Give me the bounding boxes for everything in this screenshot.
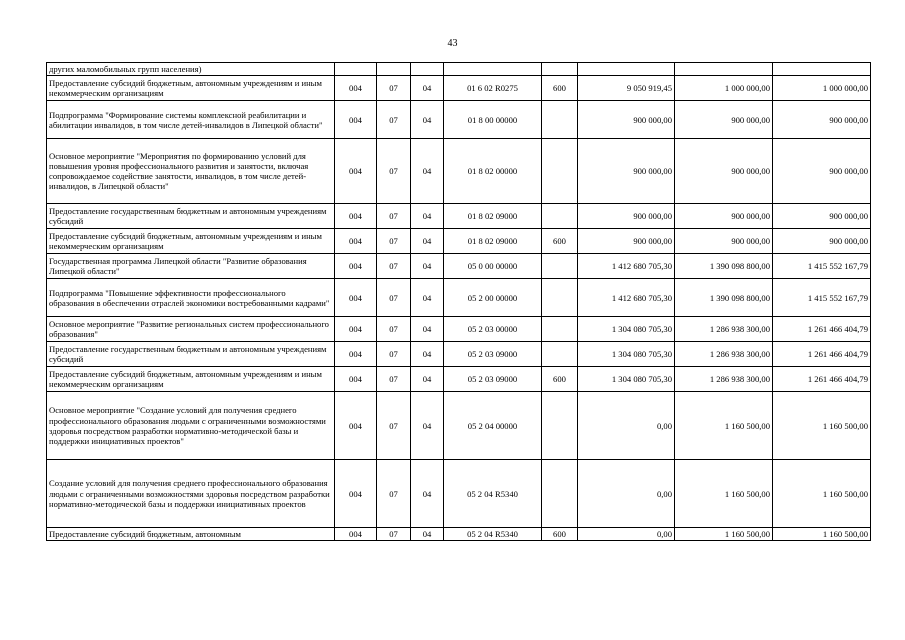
amount-year3-cell: 1 261 466 404,79 — [773, 342, 871, 367]
amount-year2-cell: 900 000,00 — [675, 139, 773, 204]
table-row — [47, 76, 871, 101]
expense-type-cell — [542, 139, 578, 204]
subsection-code-cell: 04 — [411, 460, 444, 528]
subsection-code-cell: 04 — [411, 76, 444, 101]
target-article-cell: 05 2 04 R5340 — [444, 460, 542, 528]
row-name-cell: Предоставление субсидий бюджетным, автономным учреждениям и иным некоммерческим организациям — [47, 367, 335, 392]
subsection-code-cell: 04 — [411, 317, 444, 342]
amount-year1-cell: 900 000,00 — [578, 139, 675, 204]
ministry-code-cell: 004 — [335, 229, 377, 254]
amount-year1-cell: 9 050 919,45 — [578, 76, 675, 101]
ministry-code-cell: 004 — [335, 528, 377, 541]
ministry-code-cell — [335, 63, 377, 76]
amount-year2-cell: 900 000,00 — [675, 101, 773, 139]
amount-year1-cell: 1 304 080 705,30 — [578, 367, 675, 392]
table-row — [47, 392, 871, 460]
subsection-code-cell: 04 — [411, 254, 444, 279]
page-number: 43 — [447, 38, 458, 49]
row-name-cell: Государственная программа Липецкой области "Развитие образования Липецкой области" — [47, 254, 335, 279]
table-row — [47, 317, 871, 342]
target-article-cell: 05 2 03 09000 — [444, 342, 542, 367]
amount-year2-cell — [675, 63, 773, 76]
expense-type-cell — [542, 279, 578, 317]
row-name-cell: других маломобильных групп населения) — [47, 63, 335, 76]
target-article-cell: 05 2 03 09000 — [444, 367, 542, 392]
budget-table — [46, 62, 871, 541]
ministry-code-cell: 004 — [335, 460, 377, 528]
section-code-cell: 07 — [377, 139, 411, 204]
amount-year2-cell: 1 160 500,00 — [675, 528, 773, 541]
amount-year3-cell: 1 160 500,00 — [773, 392, 871, 460]
subsection-code-cell: 04 — [411, 279, 444, 317]
section-code-cell: 07 — [377, 342, 411, 367]
expense-type-cell: 600 — [542, 229, 578, 254]
row-name-cell: Предоставление государственным бюджетным и автономным учреждениям субсидий — [47, 204, 335, 229]
section-code-cell: 07 — [377, 367, 411, 392]
row-name-cell: Предоставление государственным бюджетным и автономным учреждениям субсидий — [47, 342, 335, 367]
target-article-cell: 01 8 00 00000 — [444, 101, 542, 139]
amount-year3-cell: 1 000 000,00 — [773, 76, 871, 101]
amount-year3-cell: 900 000,00 — [773, 139, 871, 204]
amount-year1-cell: 0,00 — [578, 528, 675, 541]
subsection-code-cell: 04 — [411, 101, 444, 139]
expense-type-cell: 600 — [542, 76, 578, 101]
target-article-cell: 01 8 02 00000 — [444, 139, 542, 204]
section-code-cell: 07 — [377, 204, 411, 229]
table-row — [47, 367, 871, 392]
ministry-code-cell: 004 — [335, 342, 377, 367]
section-code-cell: 07 — [377, 392, 411, 460]
expense-type-cell — [542, 460, 578, 528]
amount-year2-cell: 1 286 938 300,00 — [675, 317, 773, 342]
subsection-code-cell: 04 — [411, 367, 444, 392]
expense-type-cell: 600 — [542, 528, 578, 541]
table-row — [47, 460, 871, 528]
section-code-cell: 07 — [377, 279, 411, 317]
table-row — [47, 101, 871, 139]
ministry-code-cell: 004 — [335, 367, 377, 392]
target-article-cell — [444, 63, 542, 76]
subsection-code-cell: 04 — [411, 342, 444, 367]
section-code-cell: 07 — [377, 460, 411, 528]
amount-year2-cell: 1 390 098 800,00 — [675, 279, 773, 317]
row-name-cell: Предоставление субсидий бюджетным, автономным учреждениям и иным некоммерческим организациям — [47, 229, 335, 254]
amount-year1-cell: 1 412 680 705,30 — [578, 279, 675, 317]
amount-year1-cell: 1 304 080 705,30 — [578, 317, 675, 342]
amount-year2-cell: 1 160 500,00 — [675, 392, 773, 460]
section-code-cell: 07 — [377, 254, 411, 279]
row-name-cell: Основное мероприятие "Создание условий для получения среднего профессионального образования людьми с ограниченными возможностями здоровья посредством разработки нормативно-методической базы и поддержки инициативных проектов" — [47, 392, 335, 460]
table-row — [47, 204, 871, 229]
amount-year1-cell: 1 304 080 705,30 — [578, 342, 675, 367]
amount-year2-cell: 1 390 098 800,00 — [675, 254, 773, 279]
amount-year3-cell: 1 160 500,00 — [773, 528, 871, 541]
expense-type-cell: 600 — [542, 367, 578, 392]
amount-year3-cell: 900 000,00 — [773, 229, 871, 254]
expense-type-cell — [542, 63, 578, 76]
expense-type-cell — [542, 317, 578, 342]
amount-year2-cell: 1 000 000,00 — [675, 76, 773, 101]
row-name-cell: Подпрограмма "Формирование системы комплексной реабилитации и абилитации инвалидов, в том числе детей-инвалидов в Липецкой области" — [47, 101, 335, 139]
target-article-cell: 05 2 00 00000 — [444, 279, 542, 317]
subsection-code-cell: 04 — [411, 204, 444, 229]
amount-year3-cell: 1 415 552 167,79 — [773, 254, 871, 279]
section-code-cell — [377, 63, 411, 76]
section-code-cell: 07 — [377, 317, 411, 342]
amount-year1-cell: 0,00 — [578, 460, 675, 528]
amount-year3-cell: 1 261 466 404,79 — [773, 367, 871, 392]
target-article-cell: 05 2 04 00000 — [444, 392, 542, 460]
target-article-cell: 05 2 03 00000 — [444, 317, 542, 342]
subsection-code-cell: 04 — [411, 528, 444, 541]
amount-year3-cell: 1 415 552 167,79 — [773, 279, 871, 317]
table-row — [47, 63, 871, 76]
amount-year2-cell: 1 286 938 300,00 — [675, 367, 773, 392]
section-code-cell: 07 — [377, 528, 411, 541]
ministry-code-cell: 004 — [335, 254, 377, 279]
amount-year3-cell: 900 000,00 — [773, 101, 871, 139]
table-row — [47, 528, 871, 541]
row-name-cell: Предоставление субсидий бюджетным, автономным — [47, 528, 335, 541]
table-body — [47, 63, 871, 541]
amount-year2-cell: 1 286 938 300,00 — [675, 342, 773, 367]
amount-year3-cell: 900 000,00 — [773, 204, 871, 229]
table-row — [47, 229, 871, 254]
section-code-cell: 07 — [377, 101, 411, 139]
amount-year2-cell: 900 000,00 — [675, 229, 773, 254]
amount-year2-cell: 900 000,00 — [675, 204, 773, 229]
amount-year1-cell: 0,00 — [578, 392, 675, 460]
section-code-cell: 07 — [377, 76, 411, 101]
expense-type-cell — [542, 342, 578, 367]
subsection-code-cell: 04 — [411, 392, 444, 460]
section-code-cell: 07 — [377, 229, 411, 254]
row-name-cell: Создание условий для получения среднего профессионального образования людьми с ограниченными возможностями здоровья посредством разработки нормативно-методической базы и поддержки инициативных проектов — [47, 460, 335, 528]
table-row — [47, 342, 871, 367]
target-article-cell: 05 2 04 R5340 — [444, 528, 542, 541]
expense-type-cell — [542, 101, 578, 139]
row-name-cell: Подпрограмма "Повышение эффективности профессионального образования в обеспечении отраслей экономики востребованными кадрами" — [47, 279, 335, 317]
expense-type-cell — [542, 204, 578, 229]
amount-year1-cell: 1 412 680 705,30 — [578, 254, 675, 279]
ministry-code-cell: 004 — [335, 101, 377, 139]
expense-type-cell — [542, 254, 578, 279]
ministry-code-cell: 004 — [335, 392, 377, 460]
amount-year3-cell: 1 261 466 404,79 — [773, 317, 871, 342]
table-row — [47, 279, 871, 317]
target-article-cell: 01 6 02 R0275 — [444, 76, 542, 101]
amount-year1-cell — [578, 63, 675, 76]
ministry-code-cell: 004 — [335, 204, 377, 229]
amount-year1-cell: 900 000,00 — [578, 229, 675, 254]
expense-type-cell — [542, 392, 578, 460]
target-article-cell: 01 8 02 09000 — [444, 229, 542, 254]
ministry-code-cell: 004 — [335, 76, 377, 101]
subsection-code-cell — [411, 63, 444, 76]
table-row — [47, 139, 871, 204]
row-name-cell: Предоставление субсидий бюджетным, автономным учреждениям и иным некоммерческим организациям — [47, 76, 335, 101]
target-article-cell: 01 8 02 09000 — [444, 204, 542, 229]
amount-year3-cell: 1 160 500,00 — [773, 460, 871, 528]
amount-year3-cell — [773, 63, 871, 76]
row-name-cell: Основное мероприятие "Развитие региональных систем профессионального образования" — [47, 317, 335, 342]
ministry-code-cell: 004 — [335, 139, 377, 204]
ministry-code-cell: 004 — [335, 317, 377, 342]
table-row — [47, 254, 871, 279]
subsection-code-cell: 04 — [411, 229, 444, 254]
ministry-code-cell: 004 — [335, 279, 377, 317]
target-article-cell: 05 0 00 00000 — [444, 254, 542, 279]
amount-year1-cell: 900 000,00 — [578, 204, 675, 229]
row-name-cell: Основное мероприятие "Мероприятия по формированию условий для повышения уровня профессионального развития и занятости, включая сопровождаемое содействие занятости, инвалидов, в том числе детей-инвалидов, в Липецкой области" — [47, 139, 335, 204]
amount-year2-cell: 1 160 500,00 — [675, 460, 773, 528]
subsection-code-cell: 04 — [411, 139, 444, 204]
amount-year1-cell: 900 000,00 — [578, 101, 675, 139]
